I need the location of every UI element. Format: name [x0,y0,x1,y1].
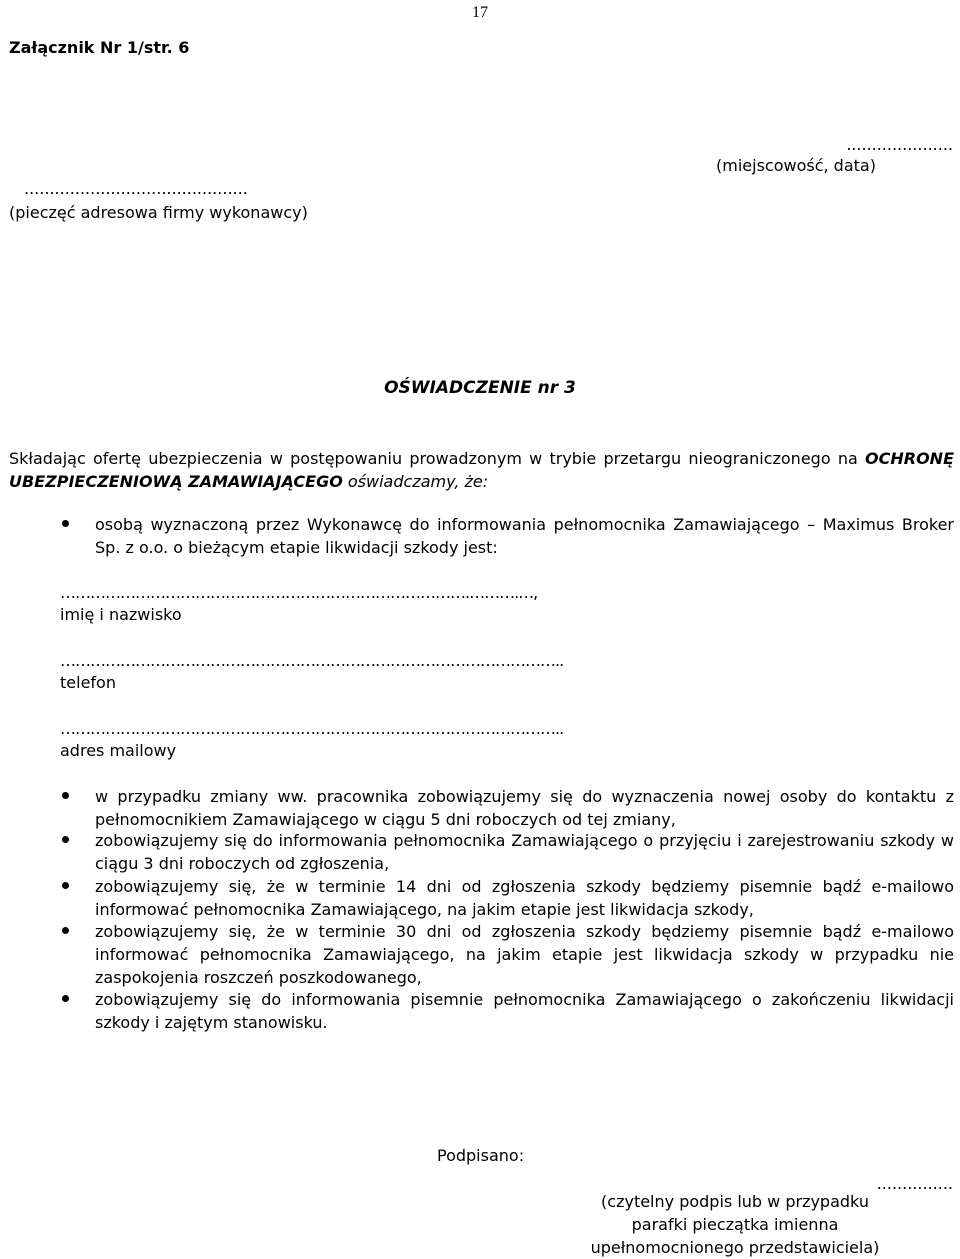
signature-dots: ............... [876,1174,953,1193]
place-date-dots: ..................... [846,135,953,154]
bullet-marker [62,792,69,799]
stamp-label: (pieczęć adresowa firmy wykonawcy) [9,203,308,222]
intro-subject: OCHRONĘ UBEZPIECZENIOWĄ ZAMAWIAJĄCEGO [9,449,954,491]
email-label: adres mailowy [60,741,177,760]
phone-dots: ……………………………………………………………………………………….. [60,651,564,670]
bullet-14-days: zobowiązujemy się, że w terminie 14 dni od zgłoszenia szkody będziemy pisemnie bądź e-mailowo informować pełnomocnika Zamawiającego, na jakim etapie jest likwidacja szkody, [95,877,954,919]
signed-label: Podpisano: [437,1146,525,1165]
signature-caption-line-1: (czytelny podpis lub w przypadku [601,1192,869,1211]
bullet-contact-person: osobą wyznaczoną przez Wykonawcę do informowania pełnomocnika Zamawiającego – Maximus Broker Sp. z o.o. o bieżącym etapie likwidacji szkody jest: [95,515,954,557]
name-dots: ……………………………………………………………………….……….…, [60,583,538,602]
bullet-marker [62,882,69,889]
intro-paragraph [9,447,954,493]
bullet-marker [62,995,69,1002]
email-dots: ……………………………………………………………………………………….. [60,719,564,738]
bullet-30-days: zobowiązujemy się, że w terminie 30 dni od zgłoszenia szkody będziemy pisemnie bądź e-mailowo informować pełnomocnika Zamawiającego, na jakim etapie jest likwidacja szkody w przypadku nie zaspokojenia roszczeń poszkodowanego, [95,922,954,987]
intro-suffix: oświadczamy, że: [342,472,489,491]
page-number: 17 [472,4,488,21]
intro-prefix: Składając ofertę ubezpieczenia w postępowaniu prowadzonym w trybie przetargu nieograniczonego na [9,449,866,468]
attachment-label: Załącznik Nr 1/str. 6 [9,38,190,57]
bullet-registration: zobowiązujemy się do informowania pełnomocnika Zamawiającego o przyjęciu i zarejestrowaniu szkody w ciągu 3 dni roboczych od zgłoszenia, [95,831,954,873]
place-date-label: (miejscowość, data) [716,156,876,175]
bullet-completion: zobowiązujemy się do informowania pisemnie pełnomocnika Zamawiającego o zakończeniu likwidacji szkody i zajętym stanowisku. [95,990,954,1032]
stamp-dots: ............................................ [24,179,248,198]
phone-label: telefon [60,673,116,692]
bullet-marker [62,927,69,934]
bullet-marker [62,836,69,843]
signature-caption-line-2: parafki pieczątka imienna [631,1215,839,1234]
document-title: OŚWIADCZENIE nr 3 [384,378,576,398]
bullet-employee-change: w przypadku zmiany ww. pracownika zobowiązujemy się do wyznaczenia nowej osoby do kontaktu z pełnomocnikiem Zamawiającego w ciągu 5 dni roboczych od tej zmiany, [95,787,954,829]
signature-caption-line-3: upełnomocnionego przedstawiciela) [590,1238,880,1257]
name-label: imię i nazwisko [60,605,182,624]
bullet-marker [62,520,69,527]
